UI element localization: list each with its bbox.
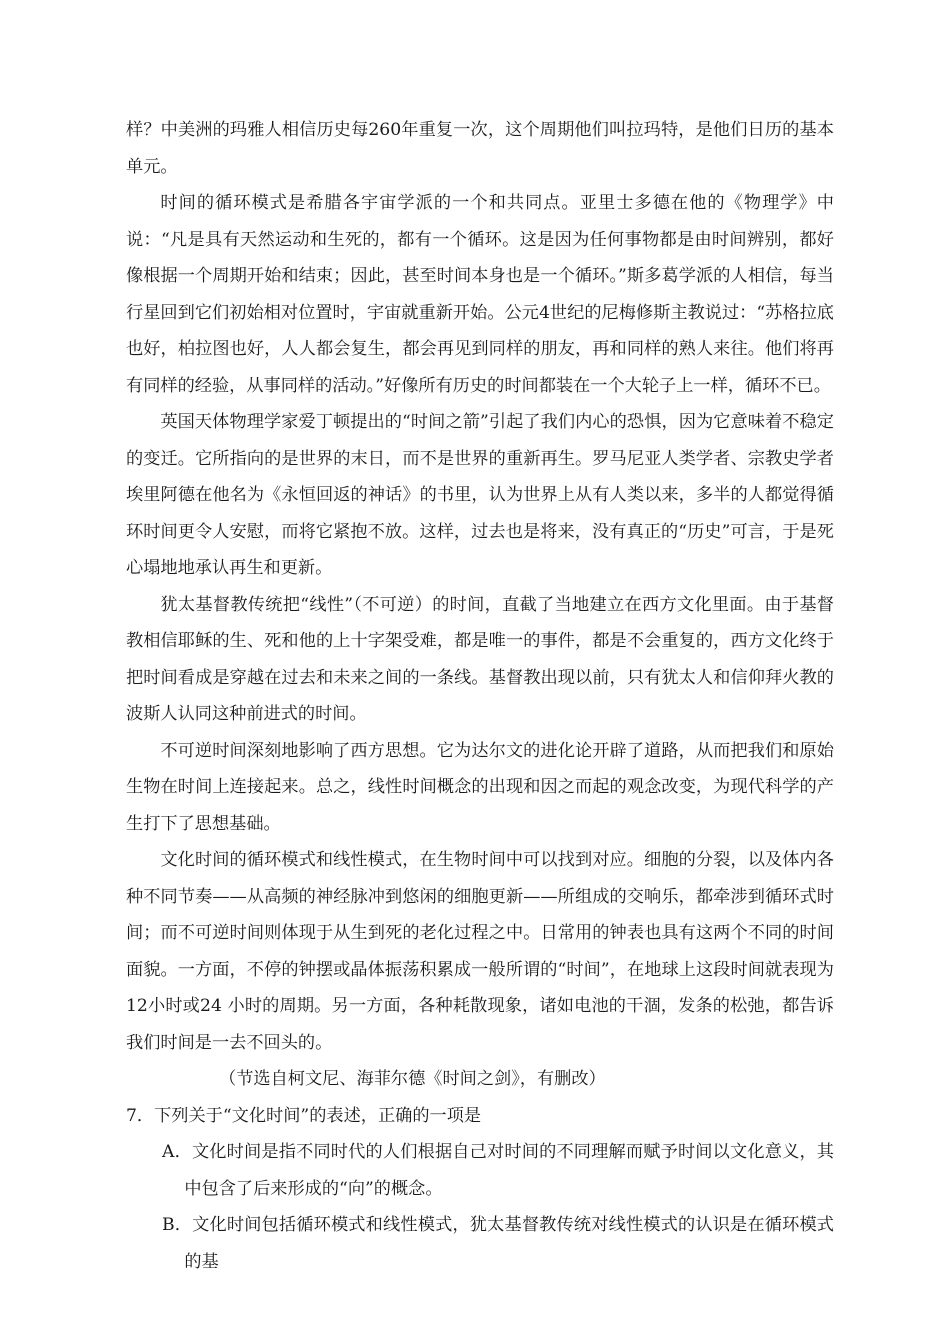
article-paragraph-3: 英国天体物理学家爱丁顿提出的“时间之箭”引起了我们内心的恐惧，因为它意味着不稳定的变迁。它所指向的是世界的末日，而不是世界的重新再生。罗马尼亚人类学者、宗教史学者埃里阿德在他名为《永恒回返的神话》的书里，认为世界上从有人类以来，多半的人都觉得循环时间更令人安慰，而将它紧抱不放。这样，过去也是将来，没有真正的“历史”可言，于是死心塌地地承认再生和更新。	[126, 412, 834, 578]
article-paragraph-5: 不可逆时间深刻地影响了西方思想。它为达尔文的进化论开辟了道路，从而把我们和原始生物在时间上连接起来。总之，线性时间概念的出现和因之而起的观念改变，为现代科学的产生打下了思想基础。	[126, 740, 834, 834]
article-paragraph-4: 犹太基督教传统把“线性”（不可逆）的时间，直截了当地建立在西方文化里面。由于基督教相信耶稣的生、死和他的上十字架受难，都是唯一的事件，都是不会重复的，西方文化终于把时间看成是穿越在过去和未来之间的一条线。基督教出现以前，只有犹太人和信仰拜火教的波斯人认同这种前进式的时间。	[126, 594, 834, 724]
article-source: （节选自柯文尼、海菲尔德《时间之剑》，有删改）	[219, 1069, 606, 1089]
question-option-b: B．文化时间包括循环模式和线性模式，犹太基督教传统对线性模式的认识是在循环模式的基	[162, 1215, 834, 1272]
article-paragraph-6: 文化时间的循环模式和线性模式，在生物时间中可以找到对应。细胞的分裂，以及体内各种不同节奏——从高频的神经脉冲到悠闲的细胞更新——所组成的交响乐，都牵涉到循环式时间；而不可逆时间则体现于从生到死的老化过程之中。日常用的钟表也具有这两个不同的时间面貌。一方面，不停的钟摆或晶体振荡积累成一般所谓的“时间”，在地球上这段时间就表现为12小时或24 小时的周期。另一方面，各种耗散现象，诸如电池的干涸，发条的松弛，都告诉我们时间是一去不回头的。	[126, 850, 834, 1053]
question-stem: 7．下列关于“文化时间”的表述，正确的一项是	[126, 1105, 482, 1126]
question-option-a: A．文化时间是指不同时代的人们根据自己对时间的不同理解而赋予时间以文化意义，其中包含了后来形成的“向”的概念。	[162, 1142, 834, 1199]
article-paragraph-1: 样？中美洲的玛雅人相信历史每260年重复一次，这个周期他们叫拉玛特，是他们日历的基本单元。	[126, 120, 834, 177]
article-paragraph-2: 时间的循环模式是希腊各宇宙学派的一个和共同点。亚里士多德在他的《物理学》中说：“凡是具有天然运动和生死的，都有一个循环。这是因为任何事物都是由时间辨别，都好像根据一个周期开始和结束；因此，甚至时间本身也是一个循环。”斯多葛学派的人相信，每当行星回到它们初始相对位置时，宇宙就重新开始。公元4世纪的尼梅修斯主教说过：“苏格拉底也好，柏拉图也好，人人都会复生，都会再见到同样的朋友，再和同样的熟人来往。他们将再有同样的经验，从事同样的活动。”好像所有历史的时间都装在一个大轮子上一样，循环不已。	[126, 193, 834, 396]
document-page	[126, 112, 834, 1280]
